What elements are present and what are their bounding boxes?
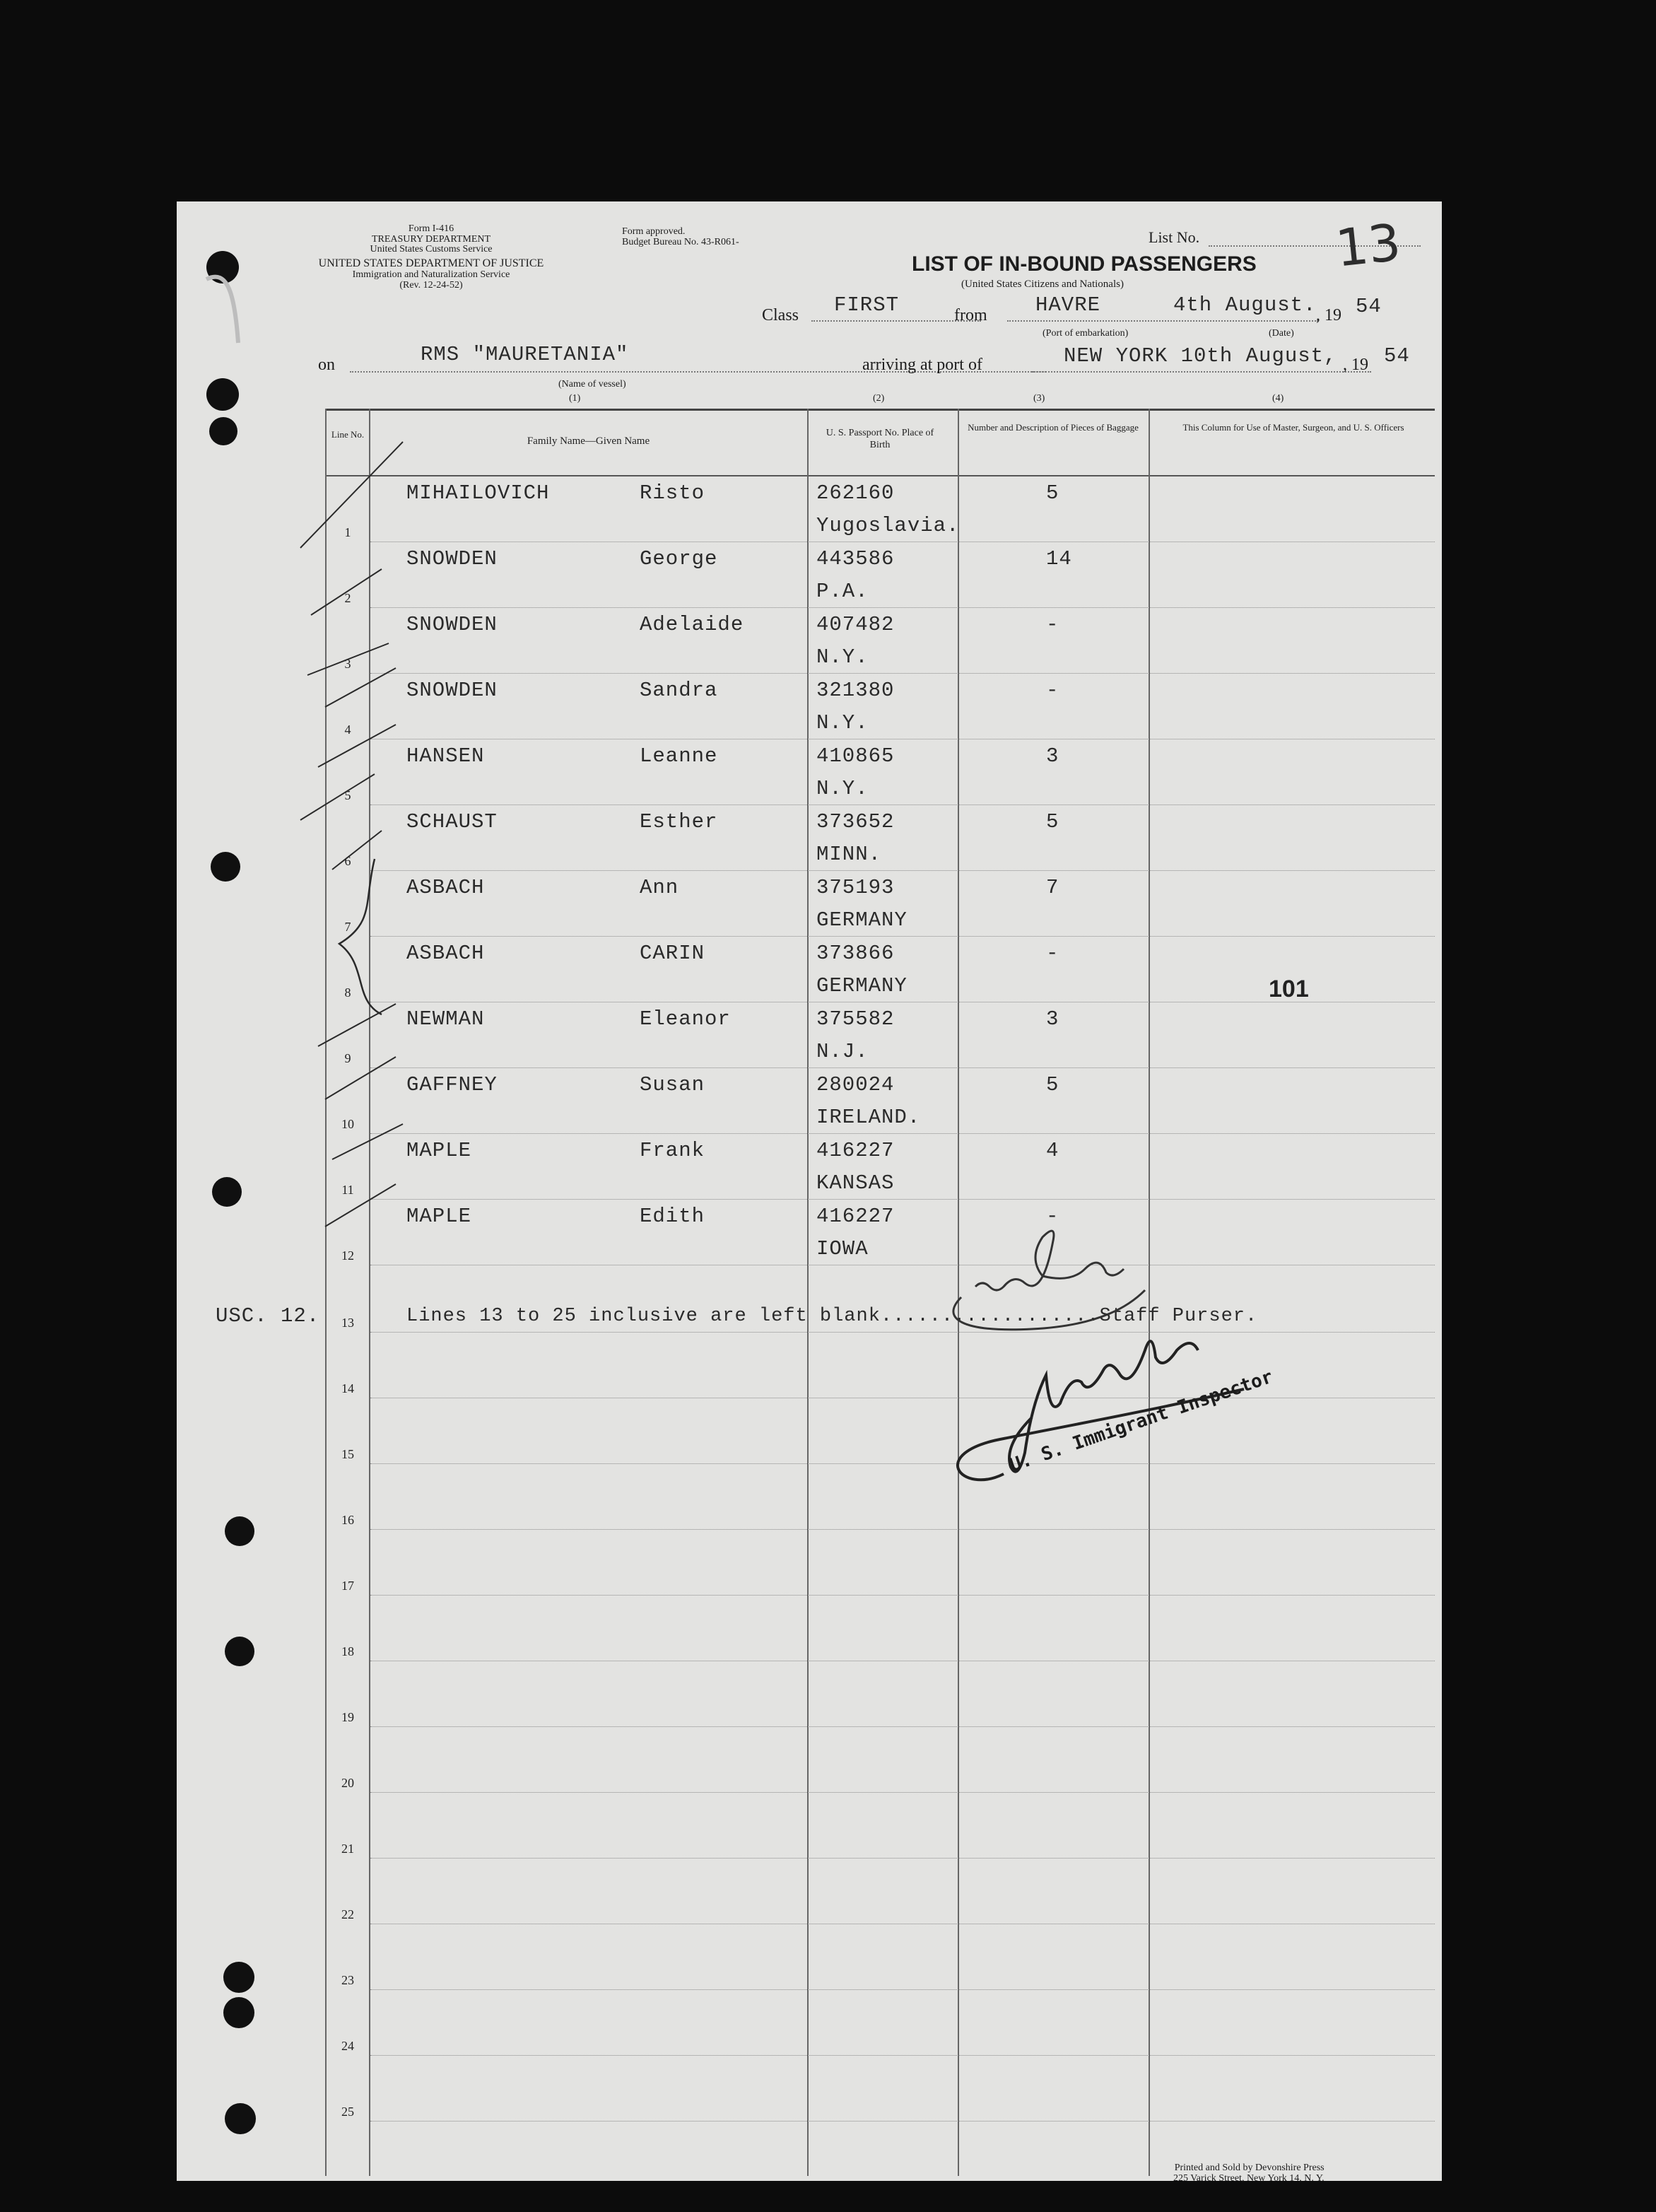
line-number: 1 [344,525,351,539]
row-rule [370,1595,1435,1596]
arrival-port-date: NEW YORK 10th August, [1064,344,1337,368]
given-name: Adelaide [640,613,744,636]
line-number: 8 [344,985,351,1000]
form-number: Form I-416 [408,223,454,234]
row-rule [370,1133,1435,1134]
punch-hole [225,1637,254,1666]
given-name: Ann [640,876,679,899]
form-approved: Form approved. [622,226,686,237]
baggage-count: - [1046,1205,1059,1228]
place-of-birth: GERMANY [816,974,908,997]
arriving-label: arriving at port of [862,356,982,374]
given-name: Leanne [640,744,718,768]
given-name: Susan [640,1073,705,1096]
list-no-value: 13 [1332,212,1404,279]
line-number: 5 [344,788,351,802]
place-of-birth: GERMANY [816,908,908,932]
row-rule [370,673,1435,674]
treasury-dept: TREASURY DEPARTMENT [371,233,491,245]
baggage-count: 5 [1046,481,1059,505]
punch-hole [206,378,239,411]
row-rule [370,1989,1435,1990]
passport-number: 321380 [816,679,895,702]
place-of-birth: KANSAS [816,1171,895,1195]
printer-line-2: 225 Varick Street, New York 14, N. Y. [1173,2172,1325,2184]
punch-hole [225,2103,256,2134]
row-rule [370,607,1435,608]
line-number: 23 [341,1973,354,1987]
page-subtitle: (United States Citizens and Nationals) [961,279,1124,290]
punch-hole [223,1962,254,1993]
given-name: Eleanor [640,1007,731,1031]
given-name: Frank [640,1139,705,1162]
header-bottom-border [325,475,1435,476]
line-number: 9 [344,1051,351,1065]
row-rule [370,1199,1435,1200]
margin-note: USC. 12. [216,1304,320,1328]
place-of-birth: MINN. [816,843,882,866]
row-rule [370,1726,1435,1727]
passport-number: 416227 [816,1205,895,1228]
passenger-manifest-page [177,201,1442,2184]
customs-service: United States Customs Service [370,244,493,255]
blank-lines-note: Lines 13 to 25 inclusive are left blank..................Staff Purser. [406,1306,1258,1327]
punch-hole [209,417,237,445]
inspector-signature [919,1333,1315,1502]
line-number: 24 [341,2039,354,2053]
line-number: 13 [341,1316,354,1330]
baggage-count: - [1046,613,1059,636]
line-number: 20 [341,1776,354,1790]
family-name: SNOWDEN [406,547,498,570]
row-rule [370,804,1435,805]
row-rule [370,936,1435,937]
passport-number: 375582 [816,1007,895,1031]
family-name: ASBACH [406,942,485,965]
col-number-4: (4) [1272,393,1284,404]
place-of-birth: N.J. [816,1040,869,1063]
baggage-count: 14 [1046,547,1072,570]
handwritten-checkmarks [240,463,382,1523]
arrival-year-prefix: , 19 [1343,356,1368,374]
year-prefix: , 19 [1316,306,1341,324]
baggage-count: 5 [1046,1073,1059,1096]
form-block [304,224,558,291]
class-value: FIRST [834,293,900,317]
departure-date: 4th August. [1173,293,1317,317]
line-number: 15 [341,1447,354,1461]
header-baggage: Number and Description of Pieces of Baggage [968,422,1139,433]
passport-number: 373866 [816,942,895,965]
departure-year: 54 [1356,295,1382,318]
passport-number: 280024 [816,1073,895,1096]
family-name: SNOWDEN [406,613,498,636]
row-rule [370,1792,1435,1793]
punch-hole [223,1997,254,2028]
page-title: LIST OF IN-BOUND PASSENGERS [912,252,1257,276]
class-label: Class [762,306,799,324]
budget-bureau: Budget Bureau No. 43-R061- [622,236,739,247]
list-no-label: List No. [1149,228,1200,246]
line-number: 7 [344,920,351,934]
family-name: SNOWDEN [406,679,498,702]
date-caption: (Date) [1269,328,1294,339]
given-name: Sandra [640,679,718,702]
row-rule [370,2055,1435,2056]
line-number: 14 [341,1381,354,1395]
place-of-birth: N.Y. [816,645,869,669]
col-divider-passport [807,409,809,2176]
place-of-birth: Yugoslavia. [816,514,960,537]
given-name: Edith [640,1205,705,1228]
passport-number: 410865 [816,744,895,768]
vessel-name: RMS "MAURETANIA" [421,343,629,366]
given-name: CARIN [640,942,705,965]
family-name: SCHAUST [406,810,498,833]
family-name: HANSEN [406,744,485,768]
col-number-3: (3) [1033,393,1045,404]
given-name: George [640,547,718,570]
row-rule [370,2121,1435,2122]
line-number: 2 [344,591,351,605]
line-number: 22 [341,1907,354,1921]
officer-note: 101 [1269,976,1309,1002]
place-of-birth: N.Y. [816,711,869,735]
baggage-count: 5 [1046,810,1059,833]
on-label: on [318,356,335,374]
place-of-birth: IOWA [816,1237,869,1260]
header-name: Family Name—Given Name [527,435,650,447]
vessel-caption: (Name of vessel) [558,379,626,390]
printer-line-1: Printed and Sold by Devonshire Press [1174,2163,1325,2173]
immigrant-inspector-stamp: U. S. Immigrant Inspector [1007,1366,1276,1477]
margin-ink-mark [199,265,256,350]
place-of-birth: IRELAND. [816,1106,921,1129]
port-embarkation: HAVRE [1035,293,1101,317]
given-name: Esther [640,810,718,833]
baggage-count: 7 [1046,876,1059,899]
arrival-year: 54 [1384,344,1410,368]
passport-number: 407482 [816,613,895,636]
justice-dept: UNITED STATES DEPARTMENT OF JUSTICE [318,257,544,270]
row-rule [370,1067,1435,1068]
arrival-line [1032,371,1371,373]
passport-number: 262160 [816,481,895,505]
line-number: 19 [341,1710,354,1724]
line-number: 6 [344,854,351,868]
family-name: MAPLE [406,1205,472,1228]
line-number: 17 [341,1579,354,1593]
baggage-count: 4 [1046,1139,1059,1162]
header-line-no: Line No. [331,429,365,440]
port-caption: (Port of embarkation) [1043,328,1129,339]
punch-hole [212,1177,242,1207]
line-number: 3 [344,657,351,671]
approval-block [622,227,739,247]
place-of-birth: N.Y. [816,777,869,800]
passport-number: 443586 [816,547,895,570]
place-of-birth: P.A. [816,580,869,603]
punch-hole [211,852,240,882]
baggage-count: 3 [1046,744,1059,768]
line-number: 25 [341,2105,354,2119]
family-name: ASBACH [406,876,485,899]
baggage-count: 3 [1046,1007,1059,1031]
baggage-count: - [1046,679,1059,702]
header-passport: U. S. Passport No. Place of Birth [826,428,934,450]
form-revision: (Rev. 12-24-52) [399,279,463,291]
row-rule [370,870,1435,871]
col-number-2: (2) [873,393,885,404]
line-number: 11 [341,1183,354,1197]
family-name: GAFFNEY [406,1073,498,1096]
line-number: 12 [341,1248,354,1263]
from-label: from [954,306,987,324]
line-number: 18 [341,1644,354,1658]
line-number: 10 [341,1117,354,1131]
col-number-1: (1) [569,393,581,404]
row-rule [370,1858,1435,1859]
line-number: 16 [341,1513,354,1527]
header-officers: This Column for Use of Master, Surgeon, and U. S. Officers [1182,422,1404,433]
passport-number: 373652 [816,810,895,833]
line-number: 4 [344,722,351,737]
given-name: Risto [640,481,705,505]
port-line [1007,320,1318,322]
passport-number: 416227 [816,1139,895,1162]
purser-signature [919,1227,1202,1326]
row-rule [370,1529,1435,1530]
baggage-count: - [1046,942,1059,965]
table-top-border [325,409,1435,411]
ins-service: Immigration and Naturalization Service [352,269,510,280]
family-name: MIHAILOVICH [406,481,550,505]
family-name: MAPLE [406,1139,472,1162]
passport-number: 375193 [816,876,895,899]
printer-imprint [1173,2163,1325,2184]
line-number: 21 [341,1842,354,1856]
family-name: NEWMAN [406,1007,485,1031]
